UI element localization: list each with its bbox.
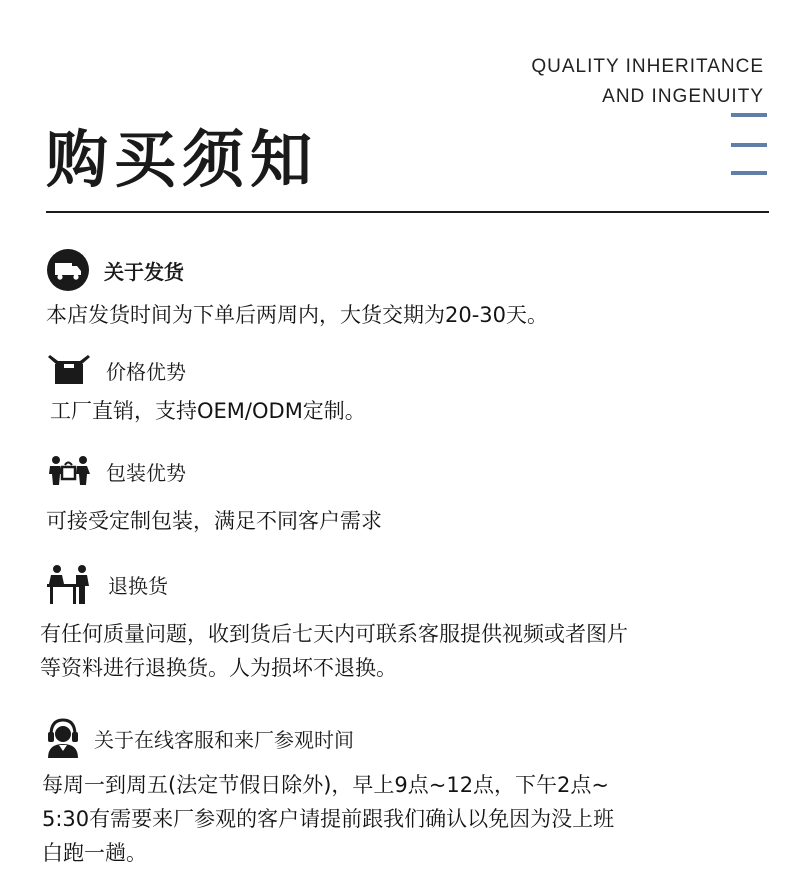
customer-service-icon <box>46 718 80 758</box>
bar <box>731 113 767 117</box>
box-icon <box>46 353 92 387</box>
section-shipping-body <box>46 298 548 332</box>
body-line: 可接受定制包装，满足不同客户需求 <box>46 509 382 533</box>
section-heading: 关于在线客服和来厂参观时间 <box>94 727 354 752</box>
tagline-line-1: QUALITY INHERITANCE <box>531 56 764 77</box>
section-heading: 包装优势 <box>106 460 186 485</box>
section-service-heading <box>46 718 354 758</box>
section-heading: 退换货 <box>108 573 168 598</box>
bar <box>731 171 767 175</box>
section-returns-heading <box>46 563 168 605</box>
section-returns-body <box>40 617 628 685</box>
section-heading: 关于发货 <box>104 259 184 284</box>
section-service-body <box>42 768 614 870</box>
section-heading: 价格优势 <box>106 359 186 384</box>
packaging-icon <box>46 455 92 487</box>
body-line: 有任何质量问题，收到货后七天内可联系客服提供视频或者图片 <box>40 622 628 646</box>
section-packaging-heading <box>46 455 186 487</box>
exchange-icon <box>46 563 94 605</box>
decorative-bars <box>731 113 767 177</box>
body-line: 等资料进行退换货。人为损坏不退换。 <box>40 656 397 680</box>
section-price-body <box>50 394 366 428</box>
body-line: 工厂直销，支持OEM/ODM定制。 <box>50 399 366 423</box>
tagline <box>531 52 764 112</box>
section-shipping-heading <box>46 248 184 292</box>
section-price-heading <box>46 353 186 387</box>
section-packaging-body <box>46 504 382 538</box>
bar <box>731 143 767 147</box>
tagline-line-2: AND INGENUITY <box>602 86 764 107</box>
body-line: 本店发货时间为下单后两周内，大货交期为20-30天。 <box>46 303 549 327</box>
body-line: 每周一到周五(法定节假日除外)，早上9点~12点，下午2点~ <box>42 773 610 797</box>
header-divider <box>46 211 769 213</box>
body-line: 白跑一趟。 <box>42 841 147 865</box>
truck-icon <box>46 248 90 292</box>
page-title: 购买须知 <box>46 123 319 196</box>
body-line: 5:30有需要来厂参观的客户请提前跟我们确认以免因为没上班 <box>42 807 615 831</box>
